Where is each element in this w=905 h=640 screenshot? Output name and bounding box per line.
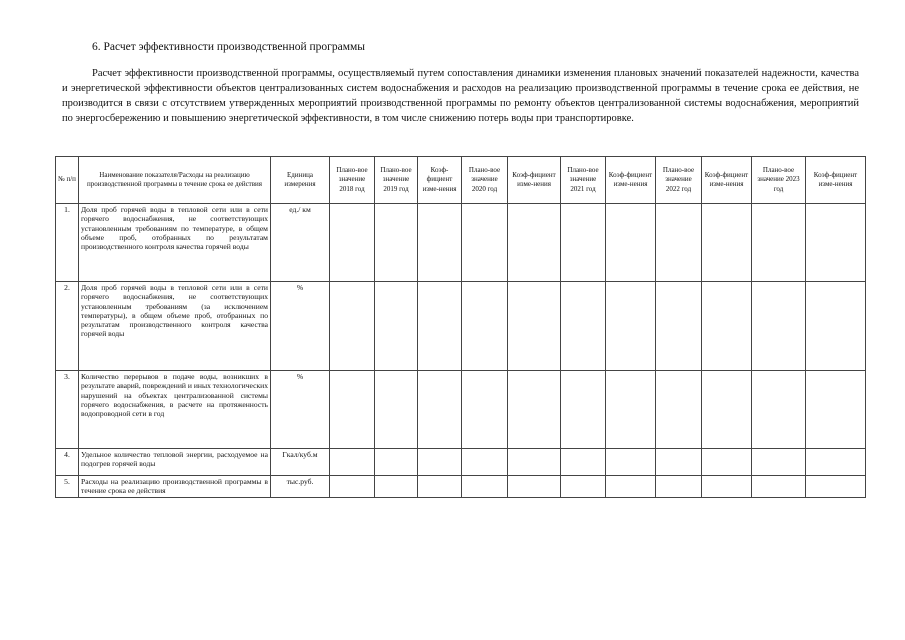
header-name: Наименование показателя/Расходы на реализацию производственной программы в течение срока ее действия — [79, 157, 271, 204]
empty-cell — [330, 449, 375, 476]
empty-cell — [375, 204, 418, 282]
header-coef-2020: Коэф-фициент изме-нения — [508, 157, 561, 204]
empty-cell — [375, 449, 418, 476]
empty-cell — [508, 204, 561, 282]
empty-cell — [375, 371, 418, 449]
empty-cell — [656, 476, 702, 498]
empty-cell — [656, 282, 702, 371]
empty-cell — [752, 282, 806, 371]
section-heading: 6. Расчет эффективности производственной программы — [92, 41, 366, 53]
empty-cell — [375, 476, 418, 498]
empty-cell — [462, 204, 508, 282]
efficiency-table — [55, 156, 866, 498]
empty-cell — [508, 449, 561, 476]
empty-cell — [656, 371, 702, 449]
table-row — [56, 371, 866, 449]
empty-cell — [752, 204, 806, 282]
empty-cell — [606, 371, 656, 449]
header-unit: Единица измерения — [271, 157, 330, 204]
table-row — [56, 449, 866, 476]
empty-cell — [806, 282, 866, 371]
header-coef-2021: Коэф-фициент изме-нения — [606, 157, 656, 204]
row-unit: тыс.руб. — [271, 476, 330, 498]
empty-cell — [418, 282, 462, 371]
row-number: 3. — [56, 371, 79, 449]
row-number: 2. — [56, 282, 79, 371]
empty-cell — [606, 449, 656, 476]
empty-cell — [330, 204, 375, 282]
row-name: Доля проб горячей воды в тепловой сети или в сети горячего водоснабжения, не соответствующих установленным требованиям (за исключением температуры), в общем объеме проб, отобранных по результатам производственного контроля качества горячей воды — [79, 282, 271, 371]
empty-cell — [752, 476, 806, 498]
row-name: Количество перерывов в подаче воды, возникших в результате аварий, повреждений и иных технологических нарушений на объектах централизованной системы горячего водоснабжения, в расчете на протяженность водопроводной сети в год — [79, 371, 271, 449]
row-unit: ед./ км — [271, 204, 330, 282]
empty-cell — [656, 204, 702, 282]
empty-cell — [418, 449, 462, 476]
empty-cell — [508, 371, 561, 449]
empty-cell — [418, 204, 462, 282]
empty-cell — [806, 204, 866, 282]
empty-cell — [606, 282, 656, 371]
header-plan-2020: Плано-вое значение 2020 год — [462, 157, 508, 204]
row-number: 4. — [56, 449, 79, 476]
header-coef-2022: Коэф-фициент изме-нения — [702, 157, 752, 204]
empty-cell — [702, 204, 752, 282]
header-plan-2019: Плано-вое значение 2019 год — [375, 157, 418, 204]
empty-cell — [375, 282, 418, 371]
empty-cell — [702, 282, 752, 371]
header-coef-2023: Коэф-фициент изме-нения — [806, 157, 866, 204]
empty-cell — [702, 449, 752, 476]
empty-cell — [606, 476, 656, 498]
intro-paragraph: Расчет эффективности производственной программы, осуществляемый путем сопоставления динамики изменения плановых значений показателей надежности, качества и энергетической эффективности объектов централизованных систем водоснабжения и расходов на реализацию производственной программы в течение срока ее действия, не производится в связи с отсутствием утвержденных мероприятий производственной программы по ремонту объектов централизованной системы водоснабжения, мероприятий по энергосбережению и повышению энергетической эффективности, в том числе снижению потерь воды при транспортировке. — [62, 68, 859, 124]
empty-cell — [330, 371, 375, 449]
empty-cell — [806, 449, 866, 476]
empty-cell — [418, 371, 462, 449]
empty-cell — [462, 371, 508, 449]
header-plan-2022: Плано-вое значение 2022 год — [656, 157, 702, 204]
row-name: Удельное количество тепловой энергии, расходуемое на подогрев горячей воды — [79, 449, 271, 476]
header-plan-2021: Плано-вое значение 2021 год — [561, 157, 606, 204]
empty-cell — [656, 449, 702, 476]
header-plan-2023: Плано-вое значение 2023 год — [752, 157, 806, 204]
row-unit: % — [271, 371, 330, 449]
empty-cell — [806, 371, 866, 449]
empty-cell — [752, 449, 806, 476]
row-number: 1. — [56, 204, 79, 282]
empty-cell — [462, 476, 508, 498]
empty-cell — [462, 449, 508, 476]
empty-cell — [606, 204, 656, 282]
empty-cell — [702, 371, 752, 449]
header-coef-2019: Коэф-фициент изме-нения — [418, 157, 462, 204]
empty-cell — [508, 476, 561, 498]
empty-cell — [330, 282, 375, 371]
header-num: № п/п — [56, 157, 79, 204]
row-name: Расходы на реализацию производственной программы в течение срока ее действия — [79, 476, 271, 498]
empty-cell — [418, 476, 462, 498]
efficiency-table-container — [55, 156, 865, 498]
empty-cell — [462, 282, 508, 371]
empty-cell — [702, 476, 752, 498]
row-unit: % — [271, 282, 330, 371]
empty-cell — [561, 371, 606, 449]
empty-cell — [561, 204, 606, 282]
row-number: 5. — [56, 476, 79, 498]
table-row — [56, 204, 866, 282]
empty-cell — [806, 476, 866, 498]
empty-cell — [561, 282, 606, 371]
empty-cell — [561, 449, 606, 476]
header-plan-2018: Плано-вое значение 2018 год — [330, 157, 375, 204]
table-row — [56, 282, 866, 371]
table-row — [56, 476, 866, 498]
row-unit: Гкал/куб.м — [271, 449, 330, 476]
empty-cell — [508, 282, 561, 371]
empty-cell — [330, 476, 375, 498]
empty-cell — [561, 476, 606, 498]
row-name: Доля проб горячей воды в тепловой сети или в сети горячего водоснабжения, не соответствующих установленным требованиям по температуре, в общем объеме проб, отобранных по результатам производственного контроля качества горячей воды — [79, 204, 271, 282]
table-header-row — [56, 157, 866, 204]
empty-cell — [752, 371, 806, 449]
